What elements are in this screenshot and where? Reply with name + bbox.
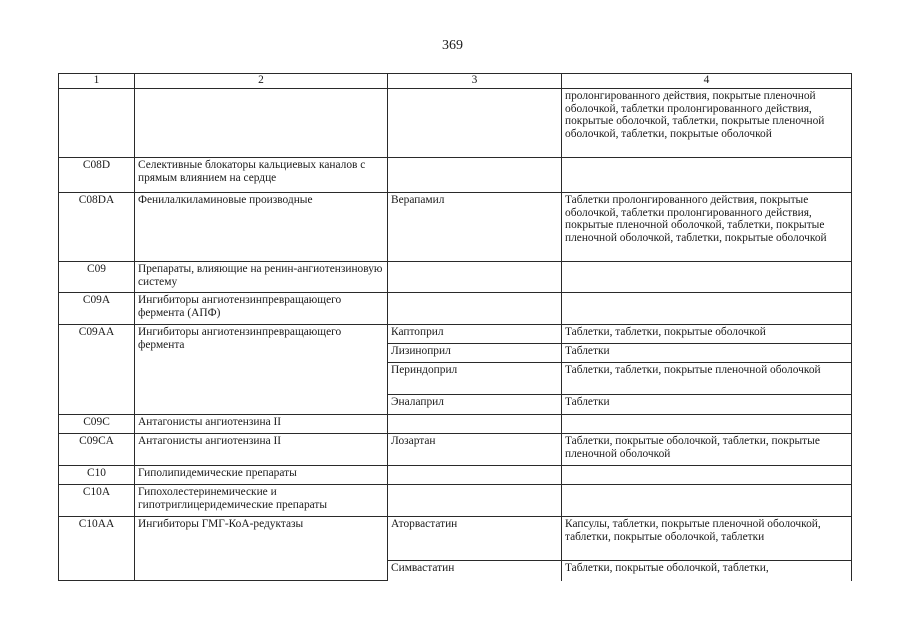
- column-header-4: 4: [562, 74, 852, 89]
- atc-code-cell: C09AA: [59, 325, 135, 415]
- atc-code-cell: [59, 89, 135, 158]
- table-row: [59, 517, 852, 561]
- drug-classification-table: [58, 73, 852, 581]
- table-row: [59, 158, 852, 193]
- table-row: [59, 293, 852, 325]
- dosage-form-cell: Таблетки, покрытые оболочкой, таблетки, покрытые пленочной оболочкой: [562, 434, 852, 466]
- drug-name-cell: [388, 262, 562, 293]
- drug-name-cell: [388, 466, 562, 485]
- atc-code-cell: C09CA: [59, 434, 135, 466]
- column-number-row: [59, 74, 852, 89]
- dosage-form-cell: пролонгированного действия, покрытые пленочной оболочкой, таблетки пролонгированного действия, покрытые оболочкой, таблетки, покрытые пленочной оболочкой, таблетки, покрытые оболочкой: [562, 89, 852, 158]
- drug-name-cell: Периндоприл: [388, 363, 562, 395]
- dosage-form-cell: [562, 415, 852, 434]
- dosage-form-cell: [562, 466, 852, 485]
- group-name-cell: [135, 89, 388, 158]
- group-name-cell: Гиполипидемические препараты: [135, 466, 388, 485]
- group-name-cell: Селективные блокаторы кальциевых каналов с прямым влиянием на сердце: [135, 158, 388, 193]
- drug-name-cell: [388, 89, 562, 158]
- drug-name-cell: [388, 158, 562, 193]
- atc-code-cell: C08D: [59, 158, 135, 193]
- table-row: [59, 193, 852, 262]
- group-name-cell: Препараты, влияющие на ренин-ангиотензиновую систему: [135, 262, 388, 293]
- drug-name-cell: Лозартан: [388, 434, 562, 466]
- group-name-cell: Антагонисты ангиотензина II: [135, 434, 388, 466]
- dosage-form-cell: [562, 485, 852, 517]
- dosage-form-cell: Таблетки, таблетки, покрытые оболочкой: [562, 325, 852, 344]
- atc-code-cell: C09C: [59, 415, 135, 434]
- drug-name-cell: Симвастатин: [388, 561, 562, 581]
- atc-code-cell: C08DA: [59, 193, 135, 262]
- dosage-form-cell: [562, 158, 852, 193]
- table-row: [59, 325, 852, 344]
- dosage-form-cell: Таблетки, таблетки, покрытые пленочной оболочкой: [562, 363, 852, 395]
- column-header-1: 1: [59, 74, 135, 89]
- column-header-2: 2: [135, 74, 388, 89]
- table-row: [59, 434, 852, 466]
- dosage-form-cell: Таблетки, покрытые оболочкой, таблетки,: [562, 561, 852, 581]
- page-number: 369: [442, 38, 463, 53]
- table-row: [59, 262, 852, 293]
- drug-name-cell: Эналаприл: [388, 395, 562, 415]
- dosage-form-cell: Таблетки: [562, 344, 852, 363]
- dosage-form-cell: [562, 262, 852, 293]
- atc-code-cell: C10A: [59, 485, 135, 517]
- atc-code-cell: C09A: [59, 293, 135, 325]
- table-row: [59, 466, 852, 485]
- table-row: [59, 415, 852, 434]
- drug-name-cell: Верапамил: [388, 193, 562, 262]
- group-name-cell: Ингибиторы ангиотензинпревращающего фермента: [135, 325, 388, 415]
- atc-code-cell: C09: [59, 262, 135, 293]
- drug-name-cell: Каптоприл: [388, 325, 562, 344]
- drug-name-cell: Аторвастатин: [388, 517, 562, 561]
- drug-name-cell: [388, 415, 562, 434]
- dosage-form-cell: [562, 293, 852, 325]
- drug-name-cell: [388, 293, 562, 325]
- group-name-cell: Фенилалкиламиновые производные: [135, 193, 388, 262]
- drug-name-cell: [388, 485, 562, 517]
- atc-code-cell: C10: [59, 466, 135, 485]
- group-name-cell: Гипохолестеринемические и гипотриглицеридемические препараты: [135, 485, 388, 517]
- dosage-form-cell: Капсулы, таблетки, покрытые пленочной оболочкой, таблетки, покрытые оболочкой, таблетки: [562, 517, 852, 561]
- table-row: [59, 89, 852, 158]
- dosage-form-cell: Таблетки пролонгированного действия, покрытые оболочкой, таблетки пролонгированного действия, покрытые пленочной оболочкой, таблетки, покрытые пленочной оболочкой, таблетки, покрытые оболочкой: [562, 193, 852, 262]
- drug-name-cell: Лизиноприл: [388, 344, 562, 363]
- table-row: [59, 485, 852, 517]
- atc-code-cell: C10AA: [59, 517, 135, 581]
- dosage-form-cell: Таблетки: [562, 395, 852, 415]
- group-name-cell: Ингибиторы ангиотензинпревращающего фермента (АПФ): [135, 293, 388, 325]
- group-name-cell: Антагонисты ангиотензина II: [135, 415, 388, 434]
- column-header-3: 3: [388, 74, 562, 89]
- group-name-cell: Ингибиторы ГМГ-КоА-редуктазы: [135, 517, 388, 581]
